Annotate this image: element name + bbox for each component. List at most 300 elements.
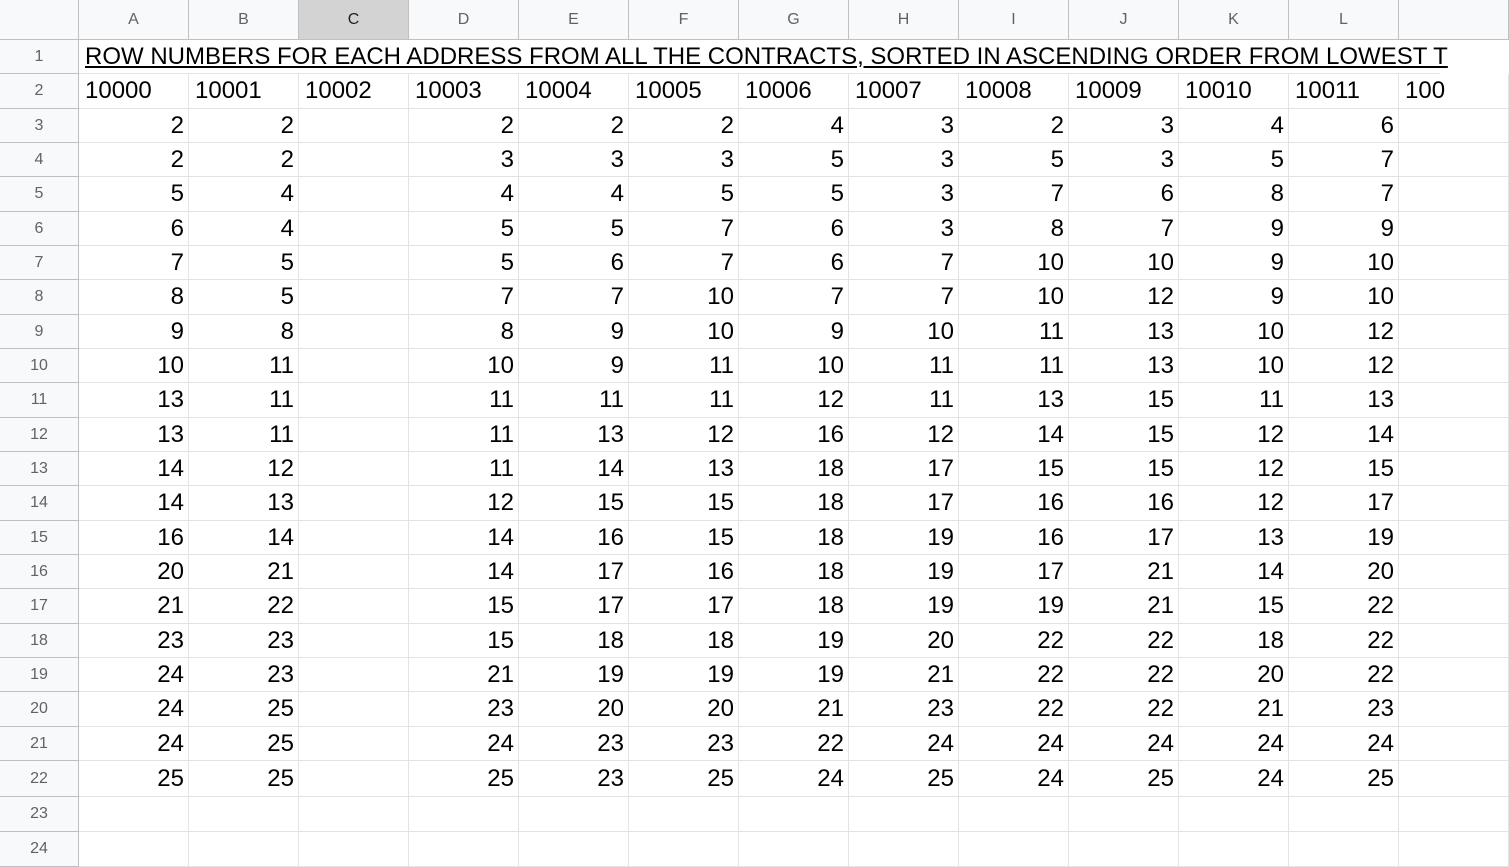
address-header-cell[interactable]: 10010 <box>1179 74 1289 109</box>
data-cell[interactable]: 15 <box>409 589 519 624</box>
data-cell[interactable]: 21 <box>1069 589 1179 624</box>
data-cell[interactable]: 2 <box>189 109 299 143</box>
data-cell[interactable]: 10 <box>1179 349 1289 383</box>
data-cell[interactable]: 14 <box>79 486 189 521</box>
empty-cell[interactable] <box>189 832 299 867</box>
row-header-20[interactable]: 20 <box>0 692 79 727</box>
data-cell[interactable]: 7 <box>519 280 629 315</box>
row-header-18[interactable]: 18 <box>0 624 79 658</box>
data-cell[interactable]: 19 <box>959 589 1069 624</box>
data-cell[interactable]: 7 <box>849 246 959 280</box>
data-cell[interactable]: 22 <box>1289 624 1399 658</box>
data-cell[interactable]: 24 <box>849 727 959 761</box>
data-cell[interactable] <box>1399 349 1509 383</box>
data-cell[interactable]: 5 <box>189 246 299 280</box>
data-cell[interactable]: 22 <box>959 658 1069 692</box>
data-cell[interactable]: 18 <box>739 589 849 624</box>
data-cell[interactable] <box>299 761 409 797</box>
data-cell[interactable]: 24 <box>739 761 849 797</box>
data-cell[interactable]: 15 <box>409 624 519 658</box>
data-cell[interactable]: 16 <box>739 418 849 452</box>
empty-cell[interactable] <box>409 832 519 867</box>
select-all-corner[interactable] <box>0 0 79 40</box>
data-cell[interactable]: 7 <box>629 212 739 246</box>
empty-cell[interactable] <box>519 832 629 867</box>
data-cell[interactable] <box>1399 727 1509 761</box>
empty-cell[interactable] <box>409 797 519 832</box>
data-cell[interactable]: 6 <box>739 246 849 280</box>
column-header-B[interactable]: B <box>189 0 299 40</box>
data-cell[interactable] <box>299 692 409 727</box>
data-cell[interactable]: 17 <box>959 555 1069 589</box>
data-cell[interactable]: 7 <box>849 280 959 315</box>
data-cell[interactable] <box>1399 109 1509 143</box>
data-cell[interactable]: 12 <box>1179 486 1289 521</box>
data-cell[interactable]: 20 <box>1179 658 1289 692</box>
data-cell[interactable]: 6 <box>519 246 629 280</box>
data-cell[interactable] <box>299 589 409 624</box>
row-header-14[interactable]: 14 <box>0 486 79 521</box>
data-cell[interactable]: 5 <box>519 212 629 246</box>
data-cell[interactable]: 14 <box>409 521 519 555</box>
data-cell[interactable]: 16 <box>959 521 1069 555</box>
data-cell[interactable]: 25 <box>189 727 299 761</box>
data-cell[interactable]: 23 <box>189 658 299 692</box>
data-cell[interactable]: 4 <box>189 212 299 246</box>
empty-cell[interactable] <box>189 797 299 832</box>
data-cell[interactable]: 10 <box>629 280 739 315</box>
data-cell[interactable]: 3 <box>849 143 959 177</box>
data-cell[interactable]: 25 <box>849 761 959 797</box>
column-header-A[interactable]: A <box>79 0 189 40</box>
data-cell[interactable] <box>299 246 409 280</box>
data-cell[interactable]: 11 <box>849 349 959 383</box>
data-cell[interactable]: 20 <box>629 692 739 727</box>
data-cell[interactable]: 11 <box>189 349 299 383</box>
row-header-8[interactable]: 8 <box>0 280 79 315</box>
data-cell[interactable]: 3 <box>629 143 739 177</box>
row-header-4[interactable]: 4 <box>0 143 79 177</box>
data-cell[interactable]: 17 <box>519 555 629 589</box>
data-cell[interactable]: 20 <box>849 624 959 658</box>
empty-cell[interactable] <box>1289 797 1399 832</box>
data-cell[interactable]: 12 <box>409 486 519 521</box>
data-cell[interactable]: 20 <box>79 555 189 589</box>
data-cell[interactable]: 2 <box>79 109 189 143</box>
data-cell[interactable] <box>299 349 409 383</box>
empty-cell[interactable] <box>629 832 739 867</box>
data-cell[interactable]: 23 <box>629 727 739 761</box>
data-cell[interactable]: 19 <box>849 555 959 589</box>
data-cell[interactable]: 2 <box>409 109 519 143</box>
data-cell[interactable]: 18 <box>1179 624 1289 658</box>
data-cell[interactable]: 23 <box>189 624 299 658</box>
data-cell[interactable]: 11 <box>409 383 519 418</box>
row-header-22[interactable]: 22 <box>0 761 79 797</box>
data-cell[interactable]: 15 <box>629 521 739 555</box>
data-cell[interactable]: 22 <box>1069 658 1179 692</box>
sheet-title-cell[interactable]: ROW NUMBERS FOR EACH ADDRESS FROM ALL THE CONTRACTS, SORTED IN ASCENDING ORDER FROM LOWEST T <box>79 40 1440 74</box>
data-cell[interactable] <box>1399 658 1509 692</box>
data-cell[interactable] <box>299 624 409 658</box>
column-header-K[interactable]: K <box>1179 0 1289 40</box>
data-cell[interactable]: 22 <box>959 692 1069 727</box>
data-cell[interactable] <box>1399 692 1509 727</box>
data-cell[interactable]: 22 <box>189 589 299 624</box>
data-cell[interactable]: 9 <box>1179 212 1289 246</box>
data-cell[interactable]: 5 <box>739 177 849 212</box>
data-cell[interactable] <box>1399 624 1509 658</box>
data-cell[interactable]: 25 <box>79 761 189 797</box>
data-cell[interactable]: 19 <box>1289 521 1399 555</box>
row-header-21[interactable]: 21 <box>0 727 79 761</box>
data-cell[interactable]: 10 <box>79 349 189 383</box>
data-cell[interactable]: 17 <box>519 589 629 624</box>
address-header-cell[interactable]: 10008 <box>959 74 1069 109</box>
data-cell[interactable]: 5 <box>629 177 739 212</box>
data-cell[interactable]: 25 <box>629 761 739 797</box>
data-cell[interactable]: 14 <box>519 452 629 486</box>
data-cell[interactable]: 4 <box>519 177 629 212</box>
data-cell[interactable]: 11 <box>959 315 1069 349</box>
data-cell[interactable]: 6 <box>79 212 189 246</box>
data-cell[interactable] <box>299 280 409 315</box>
data-cell[interactable] <box>1399 418 1509 452</box>
empty-cell[interactable] <box>849 797 959 832</box>
data-cell[interactable]: 13 <box>959 383 1069 418</box>
data-cell[interactable]: 5 <box>409 212 519 246</box>
data-cell[interactable]: 11 <box>409 452 519 486</box>
data-cell[interactable]: 16 <box>1069 486 1179 521</box>
data-cell[interactable]: 16 <box>959 486 1069 521</box>
data-cell[interactable]: 10 <box>629 315 739 349</box>
data-cell[interactable] <box>1399 143 1509 177</box>
data-cell[interactable]: 11 <box>959 349 1069 383</box>
data-cell[interactable]: 21 <box>79 589 189 624</box>
data-cell[interactable]: 13 <box>1289 383 1399 418</box>
row-header-5[interactable]: 5 <box>0 177 79 212</box>
data-cell[interactable]: 24 <box>79 692 189 727</box>
data-cell[interactable]: 3 <box>849 177 959 212</box>
data-cell[interactable]: 12 <box>739 383 849 418</box>
data-cell[interactable]: 12 <box>1179 452 1289 486</box>
row-header-15[interactable]: 15 <box>0 521 79 555</box>
data-cell[interactable]: 19 <box>739 658 849 692</box>
data-cell[interactable] <box>299 727 409 761</box>
data-cell[interactable]: 24 <box>959 761 1069 797</box>
data-cell[interactable] <box>299 555 409 589</box>
data-cell[interactable]: 8 <box>409 315 519 349</box>
row-header-16[interactable]: 16 <box>0 555 79 589</box>
data-cell[interactable]: 14 <box>409 555 519 589</box>
empty-cell[interactable] <box>739 797 849 832</box>
data-cell[interactable] <box>1399 452 1509 486</box>
data-cell[interactable]: 13 <box>79 418 189 452</box>
data-cell[interactable]: 11 <box>1179 383 1289 418</box>
data-cell[interactable]: 2 <box>79 143 189 177</box>
data-cell[interactable]: 9 <box>519 315 629 349</box>
data-cell[interactable]: 11 <box>629 383 739 418</box>
data-cell[interactable]: 15 <box>1179 589 1289 624</box>
row-header-10[interactable]: 10 <box>0 349 79 383</box>
data-cell[interactable]: 11 <box>629 349 739 383</box>
data-cell[interactable]: 19 <box>849 521 959 555</box>
column-header-D[interactable]: D <box>409 0 519 40</box>
data-cell[interactable]: 23 <box>849 692 959 727</box>
data-cell[interactable]: 14 <box>189 521 299 555</box>
data-cell[interactable] <box>1399 555 1509 589</box>
address-header-cell[interactable]: 10011 <box>1289 74 1399 109</box>
data-cell[interactable]: 10 <box>959 280 1069 315</box>
data-cell[interactable]: 12 <box>629 418 739 452</box>
row-header-3[interactable]: 3 <box>0 109 79 143</box>
data-cell[interactable]: 17 <box>1069 521 1179 555</box>
data-cell[interactable]: 2 <box>629 109 739 143</box>
address-header-cell[interactable]: 10007 <box>849 74 959 109</box>
data-cell[interactable]: 19 <box>629 658 739 692</box>
data-cell[interactable]: 24 <box>79 658 189 692</box>
data-cell[interactable]: 6 <box>739 212 849 246</box>
data-cell[interactable]: 18 <box>629 624 739 658</box>
data-cell[interactable]: 4 <box>739 109 849 143</box>
data-cell[interactable] <box>1399 761 1509 797</box>
data-cell[interactable]: 15 <box>629 486 739 521</box>
data-cell[interactable] <box>299 418 409 452</box>
data-cell[interactable]: 8 <box>189 315 299 349</box>
data-cell[interactable]: 12 <box>189 452 299 486</box>
row-header-19[interactable]: 19 <box>0 658 79 692</box>
data-cell[interactable] <box>1399 280 1509 315</box>
data-cell[interactable]: 5 <box>409 246 519 280</box>
data-cell[interactable]: 17 <box>849 486 959 521</box>
row-header-1[interactable]: 1 <box>0 40 79 74</box>
data-cell[interactable]: 18 <box>739 521 849 555</box>
data-cell[interactable]: 4 <box>409 177 519 212</box>
data-cell[interactable]: 19 <box>849 589 959 624</box>
data-cell[interactable]: 21 <box>849 658 959 692</box>
data-cell[interactable]: 16 <box>629 555 739 589</box>
data-cell[interactable] <box>1399 521 1509 555</box>
empty-cell[interactable] <box>1069 797 1179 832</box>
empty-cell[interactable] <box>299 832 409 867</box>
data-cell[interactable]: 23 <box>79 624 189 658</box>
data-cell[interactable]: 22 <box>739 727 849 761</box>
data-cell[interactable]: 21 <box>1069 555 1179 589</box>
data-cell[interactable]: 12 <box>1289 315 1399 349</box>
data-cell[interactable]: 13 <box>629 452 739 486</box>
data-cell[interactable]: 3 <box>1069 109 1179 143</box>
data-cell[interactable]: 14 <box>959 418 1069 452</box>
data-cell[interactable]: 10 <box>1179 315 1289 349</box>
data-cell[interactable]: 19 <box>739 624 849 658</box>
data-cell[interactable]: 12 <box>1289 349 1399 383</box>
data-cell[interactable]: 22 <box>959 624 1069 658</box>
address-header-cell[interactable]: 10009 <box>1069 74 1179 109</box>
row-header-23[interactable]: 23 <box>0 797 79 832</box>
empty-cell[interactable] <box>629 797 739 832</box>
data-cell[interactable]: 3 <box>519 143 629 177</box>
row-header-9[interactable]: 9 <box>0 315 79 349</box>
data-cell[interactable]: 5 <box>79 177 189 212</box>
data-cell[interactable]: 21 <box>739 692 849 727</box>
empty-cell[interactable] <box>299 797 409 832</box>
data-cell[interactable]: 15 <box>1069 452 1179 486</box>
data-cell[interactable]: 15 <box>1069 418 1179 452</box>
data-cell[interactable]: 14 <box>1289 418 1399 452</box>
data-cell[interactable]: 25 <box>189 692 299 727</box>
data-cell[interactable]: 13 <box>1179 521 1289 555</box>
column-header-M[interactable] <box>1399 0 1509 40</box>
data-cell[interactable]: 22 <box>1289 658 1399 692</box>
data-cell[interactable]: 11 <box>849 383 959 418</box>
data-cell[interactable]: 10 <box>1289 246 1399 280</box>
column-header-G[interactable]: G <box>739 0 849 40</box>
data-cell[interactable]: 20 <box>1289 555 1399 589</box>
empty-cell[interactable] <box>519 797 629 832</box>
data-cell[interactable]: 23 <box>1289 692 1399 727</box>
data-cell[interactable]: 7 <box>959 177 1069 212</box>
data-cell[interactable]: 6 <box>1069 177 1179 212</box>
data-cell[interactable]: 11 <box>189 418 299 452</box>
empty-cell[interactable] <box>1179 797 1289 832</box>
data-cell[interactable]: 23 <box>519 727 629 761</box>
empty-cell[interactable] <box>1179 832 1289 867</box>
data-cell[interactable]: 3 <box>1069 143 1179 177</box>
data-cell[interactable] <box>299 452 409 486</box>
column-header-J[interactable]: J <box>1069 0 1179 40</box>
data-cell[interactable]: 18 <box>739 555 849 589</box>
data-cell[interactable] <box>299 212 409 246</box>
data-cell[interactable]: 9 <box>1179 246 1289 280</box>
data-cell[interactable]: 12 <box>1069 280 1179 315</box>
data-cell[interactable]: 24 <box>79 727 189 761</box>
data-cell[interactable]: 9 <box>1179 280 1289 315</box>
data-cell[interactable] <box>299 486 409 521</box>
address-header-cell[interactable]: 10003 <box>409 74 519 109</box>
empty-cell[interactable] <box>849 832 959 867</box>
data-cell[interactable]: 15 <box>519 486 629 521</box>
data-cell[interactable]: 23 <box>409 692 519 727</box>
data-cell[interactable]: 7 <box>79 246 189 280</box>
data-cell[interactable]: 11 <box>189 383 299 418</box>
data-cell[interactable]: 22 <box>1069 692 1179 727</box>
data-cell[interactable]: 10 <box>849 315 959 349</box>
data-cell[interactable]: 18 <box>739 452 849 486</box>
data-cell[interactable]: 16 <box>79 521 189 555</box>
data-cell[interactable] <box>1399 212 1509 246</box>
data-cell[interactable]: 15 <box>959 452 1069 486</box>
address-header-cell[interactable]: 10001 <box>189 74 299 109</box>
data-cell[interactable]: 25 <box>409 761 519 797</box>
empty-cell[interactable] <box>79 832 189 867</box>
empty-cell[interactable] <box>739 832 849 867</box>
empty-cell[interactable] <box>959 832 1069 867</box>
data-cell[interactable]: 4 <box>1179 109 1289 143</box>
data-cell[interactable] <box>299 315 409 349</box>
data-cell[interactable]: 24 <box>1289 727 1399 761</box>
row-header-24[interactable]: 24 <box>0 832 79 867</box>
data-cell[interactable]: 10 <box>739 349 849 383</box>
data-cell[interactable]: 15 <box>1289 452 1399 486</box>
data-cell[interactable]: 20 <box>519 692 629 727</box>
column-header-L[interactable]: L <box>1289 0 1399 40</box>
row-header-2[interactable]: 2 <box>0 74 79 109</box>
data-cell[interactable]: 21 <box>1179 692 1289 727</box>
data-cell[interactable]: 12 <box>1179 418 1289 452</box>
data-cell[interactable]: 8 <box>959 212 1069 246</box>
data-cell[interactable]: 17 <box>629 589 739 624</box>
data-cell[interactable]: 7 <box>1289 143 1399 177</box>
data-cell[interactable]: 2 <box>959 109 1069 143</box>
data-cell[interactable]: 22 <box>1289 589 1399 624</box>
row-header-6[interactable]: 6 <box>0 212 79 246</box>
data-cell[interactable]: 2 <box>519 109 629 143</box>
data-cell[interactable]: 24 <box>1179 761 1289 797</box>
data-cell[interactable]: 17 <box>849 452 959 486</box>
data-cell[interactable]: 12 <box>849 418 959 452</box>
data-cell[interactable]: 10 <box>1069 246 1179 280</box>
data-cell[interactable]: 5 <box>1179 143 1289 177</box>
address-header-cell[interactable]: 10000 <box>79 74 189 109</box>
address-header-cell[interactable]: 100 <box>1399 74 1509 109</box>
data-cell[interactable] <box>299 383 409 418</box>
data-cell[interactable]: 24 <box>1179 727 1289 761</box>
data-cell[interactable]: 3 <box>849 109 959 143</box>
empty-cell[interactable] <box>1069 832 1179 867</box>
data-cell[interactable] <box>1399 383 1509 418</box>
data-cell[interactable]: 13 <box>189 486 299 521</box>
data-cell[interactable]: 3 <box>409 143 519 177</box>
data-cell[interactable]: 5 <box>959 143 1069 177</box>
data-cell[interactable]: 22 <box>1069 624 1179 658</box>
data-cell[interactable]: 11 <box>519 383 629 418</box>
data-cell[interactable] <box>299 658 409 692</box>
data-cell[interactable]: 24 <box>959 727 1069 761</box>
data-cell[interactable]: 24 <box>1069 727 1179 761</box>
data-cell[interactable] <box>1399 246 1509 280</box>
data-cell[interactable]: 25 <box>1289 761 1399 797</box>
data-cell[interactable]: 9 <box>519 349 629 383</box>
data-cell[interactable]: 7 <box>1289 177 1399 212</box>
data-cell[interactable]: 16 <box>519 521 629 555</box>
empty-cell[interactable] <box>1399 797 1509 832</box>
data-cell[interactable]: 13 <box>1069 349 1179 383</box>
data-cell[interactable]: 14 <box>79 452 189 486</box>
data-cell[interactable]: 8 <box>79 280 189 315</box>
data-cell[interactable] <box>1399 177 1509 212</box>
data-cell[interactable]: 18 <box>739 486 849 521</box>
row-header-13[interactable]: 13 <box>0 452 79 486</box>
data-cell[interactable]: 4 <box>189 177 299 212</box>
data-cell[interactable]: 21 <box>189 555 299 589</box>
data-cell[interactable]: 10 <box>1289 280 1399 315</box>
data-cell[interactable] <box>299 521 409 555</box>
column-header-H[interactable]: H <box>849 0 959 40</box>
empty-cell[interactable] <box>959 797 1069 832</box>
address-header-cell[interactable]: 10006 <box>739 74 849 109</box>
data-cell[interactable]: 3 <box>849 212 959 246</box>
column-header-F[interactable]: F <box>629 0 739 40</box>
data-cell[interactable]: 9 <box>739 315 849 349</box>
data-cell[interactable]: 24 <box>409 727 519 761</box>
address-header-cell[interactable]: 10004 <box>519 74 629 109</box>
row-header-11[interactable]: 11 <box>0 383 79 418</box>
data-cell[interactable]: 7 <box>1069 212 1179 246</box>
data-cell[interactable]: 10 <box>409 349 519 383</box>
data-cell[interactable]: 10 <box>959 246 1069 280</box>
address-header-cell[interactable]: 10002 <box>299 74 409 109</box>
address-header-cell[interactable]: 10005 <box>629 74 739 109</box>
